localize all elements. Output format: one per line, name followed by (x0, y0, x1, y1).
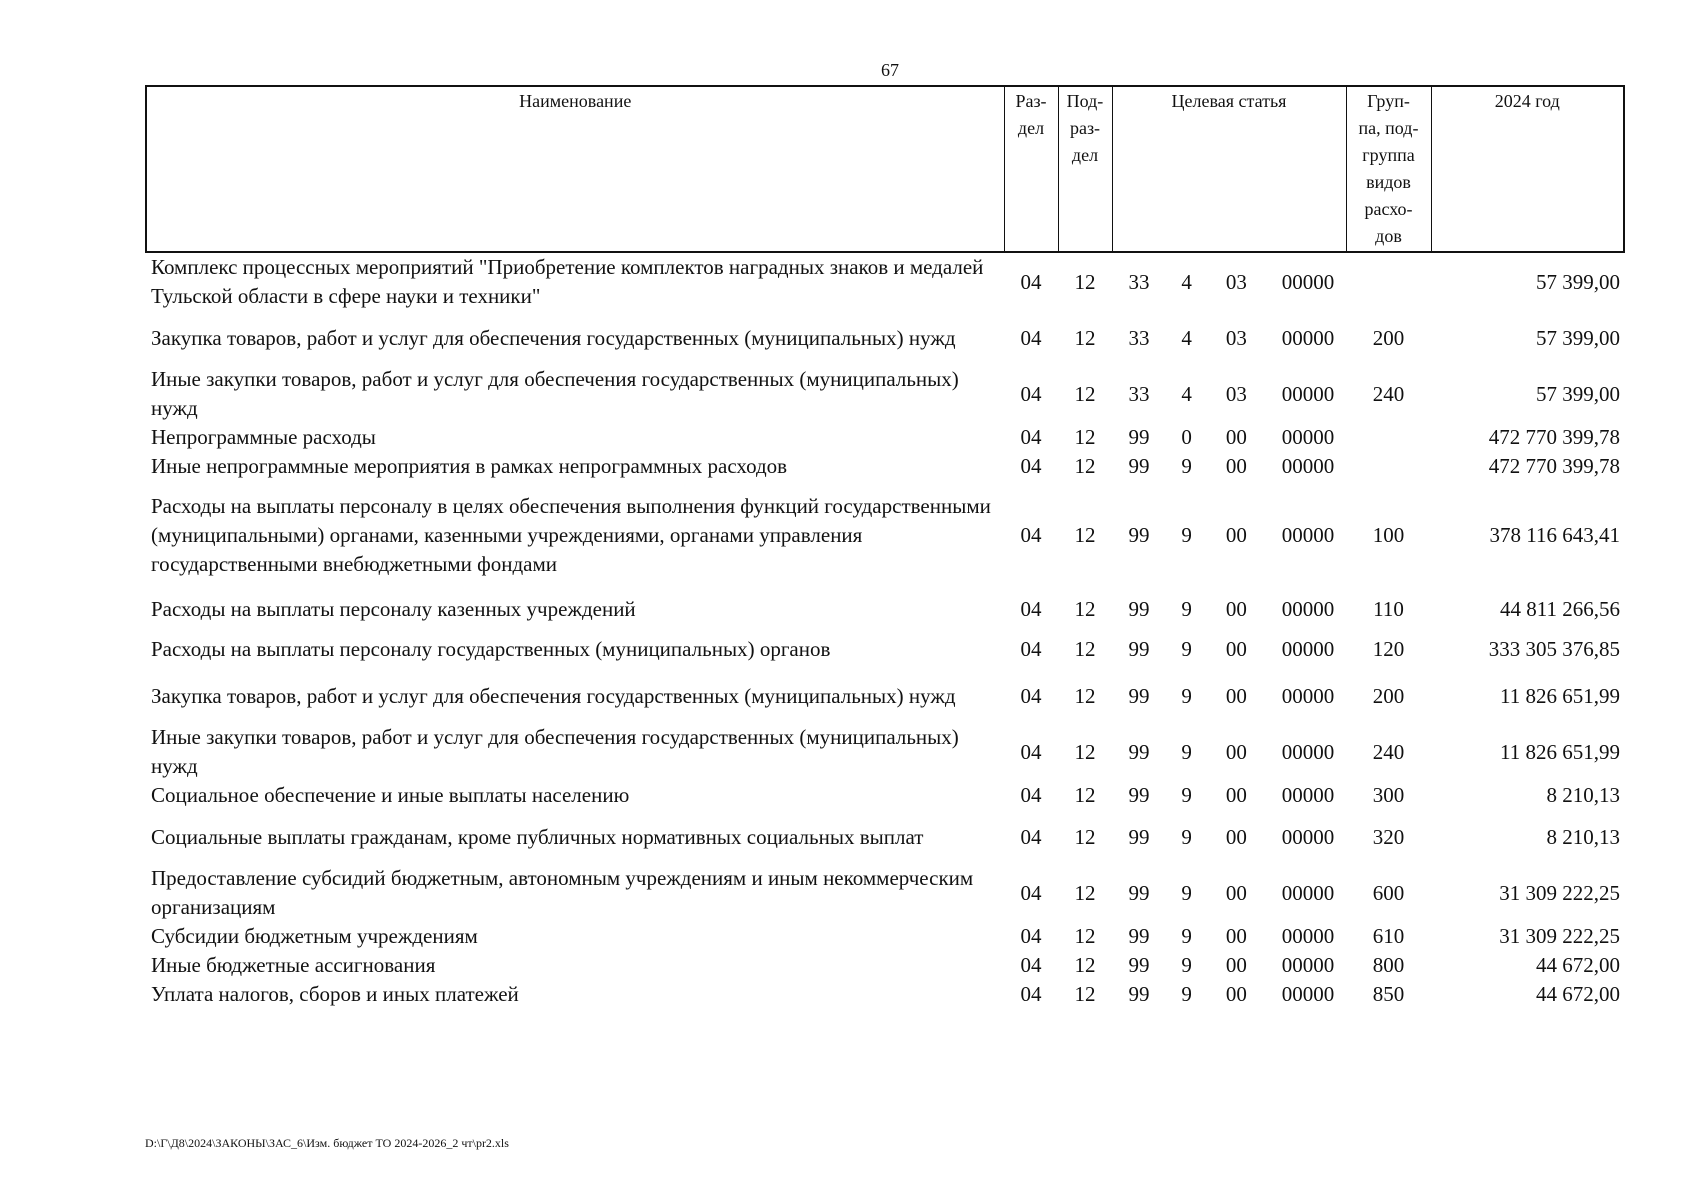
row-expense-group: 800 (1372, 953, 1405, 977)
row-target-cs1: 99 (1128, 739, 1150, 764)
row-name: Социальные выплаты гражданам, кроме публичных нормативных социальных выплат (151, 824, 924, 849)
row-target-cs2: 9 (1181, 739, 1192, 764)
row-amount: 31 309 222,25 (1499, 880, 1620, 905)
row-target-cs1: 99 (1128, 425, 1150, 449)
header-podrazdel-label: Под- раз- дел (1066, 91, 1104, 165)
row-target-cs1: 33 (1128, 381, 1150, 406)
table-row (146, 810, 1624, 864)
table-row (146, 629, 1624, 669)
row-amount: 11 826 651,99 (1500, 739, 1620, 764)
row-name: Иные бюджетные ассигнования (151, 953, 436, 977)
row-amount: 8 210,13 (1546, 783, 1620, 807)
row-podrazdel: 12 (1074, 454, 1096, 478)
row-target-article (1112, 481, 1346, 589)
row-amount: 333 305 376,85 (1488, 636, 1620, 661)
row-razdel: 04 (1020, 739, 1042, 764)
row-target-cs3: 03 (1225, 381, 1247, 406)
row-expense-group: 240 (1372, 739, 1405, 764)
row-target-cs2: 9 (1181, 596, 1192, 621)
row-razdel: 04 (1020, 953, 1042, 977)
row-target-cs4: 00000 (1281, 269, 1335, 294)
row-name: Расходы на выплаты персоналу государственных (муниципальных) органов (151, 636, 831, 661)
header-amount-label: 2024 год (1494, 91, 1560, 111)
row-target-cs2: 9 (1181, 636, 1192, 661)
row-expense-group: 850 (1372, 982, 1405, 1006)
row-target-cs1: 99 (1128, 924, 1150, 948)
row-razdel: 04 (1020, 683, 1042, 708)
row-target-cs1: 99 (1128, 880, 1150, 905)
row-expense-group: 240 (1372, 381, 1405, 406)
row-expense-group: 110 (1373, 596, 1404, 621)
row-expense-group: 200 (1372, 683, 1405, 708)
row-target-cs4: 00000 (1281, 783, 1335, 807)
row-target-cs3: 00 (1225, 683, 1247, 708)
row-podrazdel: 12 (1074, 953, 1096, 977)
row-target-cs3: 03 (1225, 269, 1247, 294)
row-podrazdel: 12 (1074, 783, 1096, 807)
row-razdel: 04 (1020, 522, 1042, 547)
row-expense-group: 120 (1372, 636, 1405, 661)
row-target-article (1112, 669, 1346, 723)
header-amount-2024 (1431, 86, 1624, 252)
row-target-cs3: 00 (1225, 522, 1247, 547)
row-target-article (1112, 723, 1346, 781)
row-name: Расходы на выплаты персоналу казенных учреждений (151, 596, 636, 621)
row-target-cs3: 00 (1225, 783, 1247, 807)
row-target-cs2: 9 (1181, 824, 1192, 849)
row-target-cs4: 00000 (1281, 824, 1335, 849)
row-expense-group (1346, 252, 1431, 311)
row-expense-group: 200 (1372, 325, 1405, 350)
row-target-article (1112, 864, 1346, 922)
row-expense-group: 600 (1372, 880, 1405, 905)
row-expense-group: 320 (1372, 824, 1405, 849)
row-name: Иные закупки товаров, работ и услуг для обеспечения государственных (муниципальных) нужд (151, 725, 959, 778)
table-row (146, 311, 1624, 365)
row-amount: 472 770 399,78 (1488, 454, 1620, 478)
row-name: Уплата налогов, сборов и иных платежей (151, 982, 519, 1006)
row-target-article (1112, 252, 1346, 311)
table-row (146, 589, 1624, 629)
row-target-cs2: 9 (1181, 953, 1192, 977)
row-podrazdel: 12 (1074, 824, 1096, 849)
header-target-label: Целевая статья (1171, 91, 1287, 111)
row-target-cs4: 00000 (1281, 454, 1335, 478)
table-row (146, 423, 1624, 452)
row-razdel: 04 (1020, 924, 1042, 948)
row-target-cs2: 9 (1181, 783, 1192, 807)
table-row (146, 951, 1624, 980)
budget-table-container (145, 85, 1623, 1009)
row-target-cs4: 00000 (1281, 425, 1335, 449)
row-amount: 44 672,00 (1536, 982, 1620, 1006)
row-target-cs3: 00 (1225, 982, 1247, 1006)
row-target-article (1112, 781, 1346, 810)
row-name: Комплекс процессных мероприятий "Приобретение комплектов наградных знаков и медалей Тульской области в сфере науки и техники" (151, 255, 984, 308)
row-target-cs3: 00 (1225, 596, 1247, 621)
row-target-cs2: 4 (1181, 269, 1192, 294)
file-path-footer: D:\Г\Д8\2024\ЗАКОНЫ\ЗАС_6\Изм. бюджет ТО 2024-2026_2 чт\pr2.xls (145, 1136, 509, 1150)
row-name: Закупка товаров, работ и услуг для обеспечения государственных (муниципальных) нужд (151, 683, 956, 708)
row-razdel: 04 (1020, 982, 1042, 1006)
row-target-cs3: 00 (1225, 824, 1247, 849)
row-target-cs3: 00 (1225, 739, 1247, 764)
row-target-cs2: 9 (1181, 454, 1192, 478)
table-row (146, 365, 1624, 423)
header-group-label: Груп- па, под- группа видов расхо- дов (1358, 91, 1419, 246)
row-target-cs4: 00000 (1281, 683, 1335, 708)
row-razdel: 04 (1020, 783, 1042, 807)
row-target-cs1: 99 (1128, 953, 1150, 977)
row-target-cs4: 00000 (1281, 636, 1335, 661)
row-target-cs1: 33 (1128, 269, 1150, 294)
row-amount: 11 826 651,99 (1500, 683, 1620, 708)
table-header (146, 86, 1624, 252)
row-razdel: 04 (1020, 636, 1042, 661)
row-target-article (1112, 629, 1346, 669)
row-razdel: 04 (1020, 269, 1042, 294)
row-podrazdel: 12 (1074, 381, 1096, 406)
row-podrazdel: 12 (1074, 636, 1096, 661)
row-podrazdel: 12 (1074, 924, 1096, 948)
row-amount: 31 309 222,25 (1499, 924, 1620, 948)
row-razdel: 04 (1020, 425, 1042, 449)
row-target-cs1: 99 (1128, 636, 1150, 661)
row-name: Иные непрограммные мероприятия в рамках непрограммных расходов (151, 454, 788, 478)
header-name-label: Наименование (519, 91, 632, 111)
row-target-cs4: 00000 (1281, 880, 1335, 905)
row-razdel: 04 (1020, 325, 1042, 350)
table-row (146, 723, 1624, 781)
page-number: 67 (881, 60, 899, 80)
row-target-cs3: 00 (1225, 953, 1247, 977)
row-podrazdel: 12 (1074, 739, 1096, 764)
row-razdel: 04 (1020, 454, 1042, 478)
row-target-cs1: 99 (1128, 596, 1150, 621)
row-target-cs4: 00000 (1281, 325, 1335, 350)
row-amount: 57 399,00 (1536, 381, 1620, 406)
row-target-article (1112, 922, 1346, 951)
header-expense-group (1346, 86, 1431, 252)
row-target-cs4: 00000 (1281, 596, 1335, 621)
row-razdel: 04 (1020, 824, 1042, 849)
row-target-cs3: 00 (1225, 454, 1247, 478)
row-podrazdel: 12 (1074, 596, 1096, 621)
row-name: Непрограммные расходы (151, 425, 376, 449)
row-amount: 57 399,00 (1536, 325, 1620, 350)
row-target-article (1112, 980, 1346, 1009)
table-body (146, 252, 1624, 1009)
row-target-cs2: 9 (1181, 683, 1192, 708)
row-target-cs1: 99 (1128, 522, 1150, 547)
row-target-cs2: 9 (1181, 880, 1192, 905)
row-expense-group: 100 (1372, 522, 1405, 547)
row-target-cs4: 00000 (1281, 739, 1335, 764)
row-name: Предоставление субсидий бюджетным, автономным учреждениям и иным некоммерческим организациям (151, 866, 974, 919)
header-podrazdel (1058, 86, 1112, 252)
table-row (146, 781, 1624, 810)
row-target-article (1112, 423, 1346, 452)
row-podrazdel: 12 (1074, 880, 1096, 905)
table-row (146, 980, 1624, 1009)
row-target-article (1112, 589, 1346, 629)
row-podrazdel: 12 (1074, 269, 1096, 294)
row-expense-group (1346, 452, 1431, 481)
header-razdel (1004, 86, 1058, 252)
row-podrazdel: 12 (1074, 522, 1096, 547)
row-amount: 8 210,13 (1546, 824, 1620, 849)
row-target-article (1112, 311, 1346, 365)
row-target-cs2: 9 (1181, 924, 1192, 948)
table-row (146, 922, 1624, 951)
row-expense-group (1346, 423, 1431, 452)
row-expense-group: 300 (1372, 783, 1405, 807)
header-name (146, 86, 1004, 252)
row-target-cs2: 4 (1181, 325, 1192, 350)
row-target-cs1: 99 (1128, 454, 1150, 478)
row-target-cs1: 99 (1128, 683, 1150, 708)
row-name: Субсидии бюджетным учреждениям (151, 924, 478, 948)
row-target-cs1: 99 (1128, 824, 1150, 849)
row-target-cs2: 9 (1181, 522, 1192, 547)
row-name: Иные закупки товаров, работ и услуг для обеспечения государственных (муниципальных) нужд (151, 367, 959, 420)
row-target-cs4: 00000 (1281, 982, 1335, 1006)
row-podrazdel: 12 (1074, 325, 1096, 350)
budget-table (145, 85, 1625, 1009)
row-target-cs2: 0 (1181, 425, 1192, 449)
row-target-cs3: 00 (1225, 880, 1247, 905)
row-amount: 44 811 266,56 (1500, 596, 1620, 621)
table-row (146, 452, 1624, 481)
row-target-cs1: 33 (1128, 325, 1150, 350)
header-target-article (1112, 86, 1346, 252)
row-name: Расходы на выплаты персоналу в целях обеспечения выполнения функций государственными (муниципальными) органами, казенными учреждениями, органами управления государственными внебюджетными фондами (151, 493, 991, 576)
table-row (146, 864, 1624, 922)
table-row (146, 669, 1624, 723)
row-target-cs4: 00000 (1281, 522, 1335, 547)
row-target-cs4: 00000 (1281, 924, 1335, 948)
row-target-cs3: 00 (1225, 924, 1247, 948)
row-razdel: 04 (1020, 596, 1042, 621)
row-target-cs1: 99 (1128, 982, 1150, 1006)
row-name: Закупка товаров, работ и услуг для обеспечения государственных (муниципальных) нужд (151, 325, 956, 350)
row-razdel: 04 (1020, 880, 1042, 905)
row-target-cs2: 4 (1181, 381, 1192, 406)
row-podrazdel: 12 (1074, 425, 1096, 449)
row-target-cs2: 9 (1181, 982, 1192, 1006)
row-target-article (1112, 452, 1346, 481)
row-target-cs3: 00 (1225, 636, 1247, 661)
header-razdel-label: Раз- дел (1015, 91, 1047, 138)
row-amount: 378 116 643,41 (1489, 522, 1620, 547)
row-amount: 44 672,00 (1536, 953, 1620, 977)
row-target-article (1112, 365, 1346, 423)
row-expense-group: 610 (1372, 924, 1405, 948)
row-target-cs3: 03 (1225, 325, 1247, 350)
table-row (146, 252, 1624, 311)
table-row (146, 481, 1624, 589)
row-amount: 472 770 399,78 (1488, 425, 1620, 449)
row-podrazdel: 12 (1074, 683, 1096, 708)
row-podrazdel: 12 (1074, 982, 1096, 1006)
row-razdel: 04 (1020, 381, 1042, 406)
row-target-cs4: 00000 (1281, 381, 1335, 406)
row-target-article (1112, 951, 1346, 980)
row-target-article (1112, 810, 1346, 864)
row-amount: 57 399,00 (1536, 269, 1620, 294)
row-target-cs1: 99 (1128, 783, 1150, 807)
row-target-cs3: 00 (1225, 425, 1247, 449)
row-target-cs4: 00000 (1281, 953, 1335, 977)
row-name: Социальное обеспечение и иные выплаты населению (151, 783, 630, 807)
